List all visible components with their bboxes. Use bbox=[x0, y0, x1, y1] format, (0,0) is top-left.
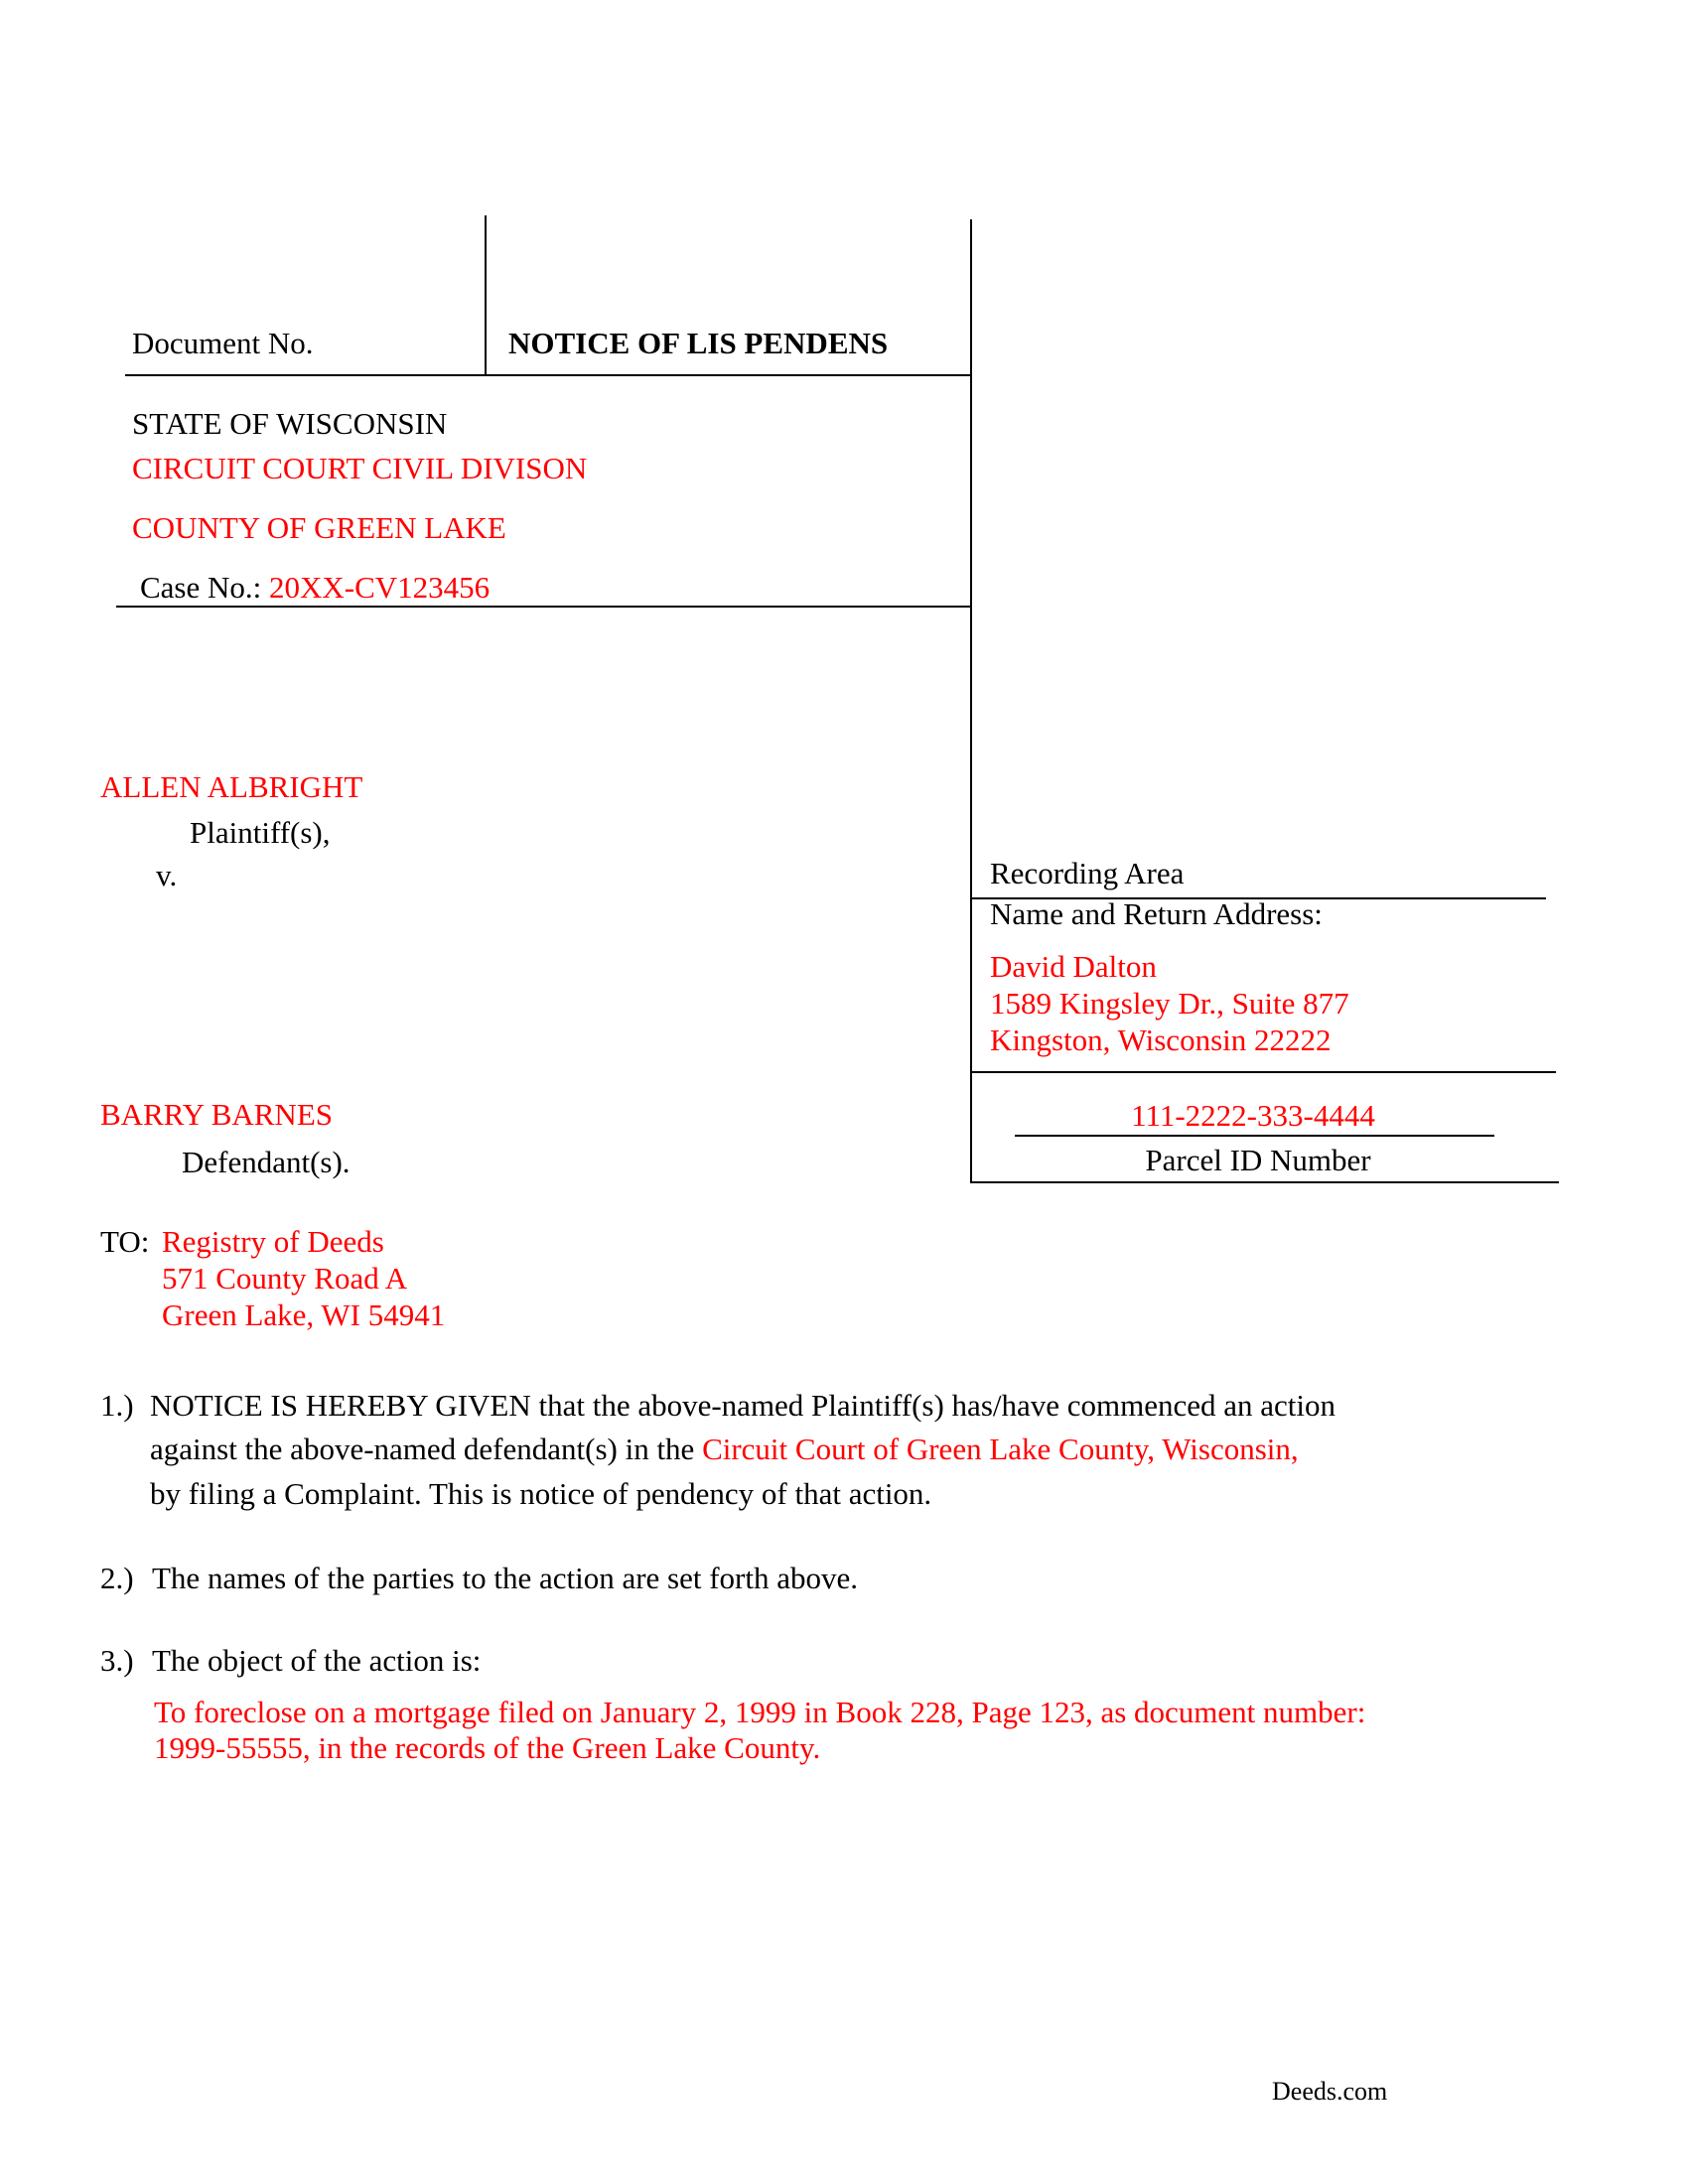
state-name: STATE OF WISCONSIN bbox=[132, 406, 448, 441]
to-city: Green Lake, WI 54941 bbox=[162, 1297, 446, 1332]
return-city: Kingston, Wisconsin 22222 bbox=[990, 1023, 1332, 1057]
item-3-text: The object of the action is: bbox=[152, 1643, 482, 1678]
to-street: 571 County Road A bbox=[162, 1261, 408, 1296]
item-1-line-2-text: against the above-named defendant(s) in the bbox=[150, 1432, 703, 1466]
case-number-label: Case No.: bbox=[140, 570, 262, 605]
return-address-rule bbox=[970, 1071, 1556, 1073]
defendant-label: Defendant(s). bbox=[182, 1145, 351, 1179]
parcel-id-value: 111-2222-333-4444 bbox=[1131, 1098, 1375, 1133]
item-3-number: 3.) bbox=[100, 1643, 134, 1678]
item-1-line-2 bbox=[150, 1433, 1299, 1464]
item-1-court-name: Circuit Court of Green Lake County, Wisconsin, bbox=[702, 1432, 1299, 1466]
parcel-box-bottom-rule bbox=[970, 1181, 1559, 1183]
case-number-value: 20XX-CV123456 bbox=[269, 570, 491, 605]
versus-label: v. bbox=[156, 858, 178, 892]
to-name: Registry of Deeds bbox=[162, 1224, 384, 1259]
header-divider-right bbox=[970, 219, 972, 1182]
item-1-line-3: by filing a Complaint. This is notice of pendency of that action. bbox=[150, 1476, 932, 1511]
item-3-object-line-1: To foreclose on a mortgage filed on January 2, 1999 in Book 228, Page 123, as document number: bbox=[154, 1695, 1366, 1729]
court-division: CIRCUIT COURT CIVIL DIVISON bbox=[132, 451, 588, 485]
item-2-number: 2.) bbox=[100, 1561, 134, 1595]
header-bottom-rule bbox=[125, 374, 971, 376]
plaintiff-label: Plaintiff(s), bbox=[190, 815, 331, 850]
document-title: NOTICE OF LIS PENDENS bbox=[508, 326, 889, 360]
item-1-line-1: NOTICE IS HEREBY GIVEN that the above-named Plaintiff(s) has/have commenced an action bbox=[150, 1388, 1336, 1423]
return-name: David Dalton bbox=[990, 949, 1157, 984]
to-label: TO: bbox=[100, 1224, 150, 1259]
recording-area-label: Recording Area bbox=[990, 856, 1185, 890]
item-1-number: 1.) bbox=[100, 1388, 134, 1423]
parcel-id-label: Parcel ID Number bbox=[1145, 1143, 1371, 1177]
return-address-label: Name and Return Address: bbox=[990, 896, 1323, 931]
header-divider-left bbox=[485, 215, 487, 374]
item-3-object-line-2: 1999-55555, in the records of the Green Lake County. bbox=[154, 1730, 821, 1765]
case-number-row bbox=[140, 572, 490, 603]
plaintiff-name: ALLEN ALBRIGHT bbox=[100, 769, 363, 804]
item-2-text: The names of the parties to the action are set forth above. bbox=[152, 1561, 859, 1595]
return-street: 1589 Kingsley Dr., Suite 877 bbox=[990, 986, 1349, 1021]
document-no-label: Document No. bbox=[132, 326, 314, 360]
defendant-name: BARRY BARNES bbox=[100, 1097, 333, 1132]
court-bottom-rule bbox=[116, 606, 971, 608]
court-county: COUNTY OF GREEN LAKE bbox=[132, 510, 506, 545]
parcel-id-rule bbox=[1015, 1135, 1494, 1137]
footer-brand: Deeds.com bbox=[1272, 2077, 1388, 2106]
